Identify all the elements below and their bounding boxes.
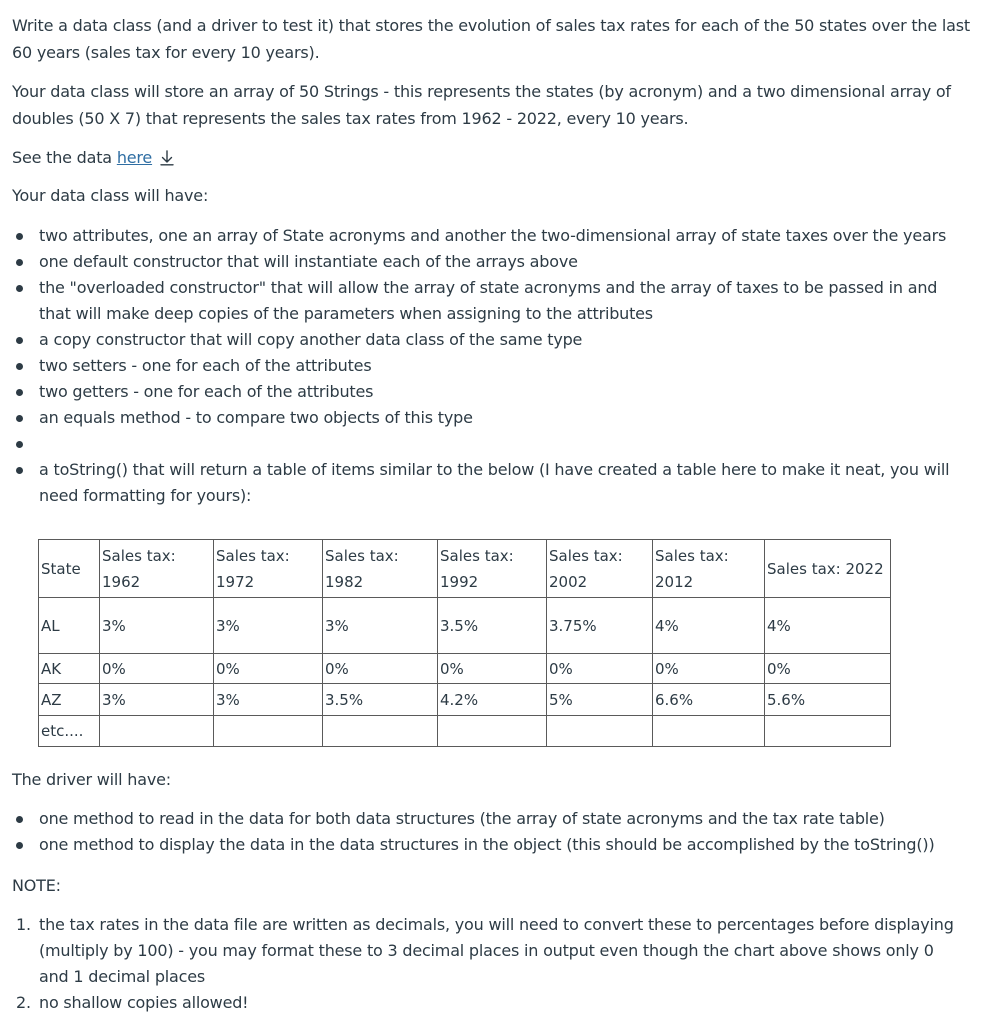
table-row xyxy=(39,654,891,684)
table-cell: 4% xyxy=(765,598,891,654)
table-row xyxy=(39,598,891,654)
table-header-cell: Sales tax: 1982 xyxy=(323,540,438,598)
table-cell: 0% xyxy=(323,654,438,684)
table-header-cell: Sales tax: 2002 xyxy=(547,540,653,598)
table-header-cell: State xyxy=(39,540,100,598)
table-cell: 3% xyxy=(100,598,214,654)
list-item-text: no shallow copies allowed! xyxy=(39,993,249,1012)
bullet-icon xyxy=(16,233,23,240)
table-cell xyxy=(653,716,765,747)
see-data-prefix: See the data xyxy=(12,148,117,167)
class-requirements-heading: Your data class will have: xyxy=(12,186,209,205)
bullet-icon xyxy=(16,363,23,370)
driver-requirements-list xyxy=(0,806,960,858)
list-item-text: two setters - one for each of the attributes xyxy=(39,356,372,375)
list-item xyxy=(0,379,960,405)
list-item xyxy=(0,457,960,509)
table-header-row xyxy=(39,540,891,598)
data-class-description: Your data class will store an array of 50 Strings - this represents the states (by acronym) and a two dimensional array of doubles (50 X 7) that represents the sales tax rates from 1962 - 2022, every 10 years. xyxy=(12,82,951,128)
table-cell xyxy=(323,716,438,747)
class-requirements-list xyxy=(0,223,960,509)
see-data-line xyxy=(12,144,972,171)
bullet-icon xyxy=(16,816,23,823)
intro-paragraph: Write a data class (and a driver to test it) that stores the evolution of sales tax rates for each of the 50 states over the last 60 years (sales tax for every 10 years). xyxy=(12,16,970,62)
table-cell: 3% xyxy=(323,598,438,654)
table-cell: 3% xyxy=(100,684,214,716)
table-cell xyxy=(547,716,653,747)
list-item-text: a copy constructor that will copy another data class of the same type xyxy=(39,330,583,349)
list-number: 2. xyxy=(16,993,31,1012)
list-item-text: two getters - one for each of the attributes xyxy=(39,382,374,401)
table-cell: 4.2% xyxy=(438,684,547,716)
table-row xyxy=(39,684,891,716)
table-cell: AK xyxy=(39,654,100,684)
list-number: 1. xyxy=(16,915,31,934)
table-header-cell: Sales tax: 2022 xyxy=(765,540,891,598)
bullet-icon xyxy=(16,389,23,396)
table-header-cell: Sales tax: 1962 xyxy=(100,540,214,598)
table-cell: 0% xyxy=(547,654,653,684)
table-cell: AZ xyxy=(39,684,100,716)
table-cell: 4% xyxy=(653,598,765,654)
list-item-text: one method to read in the data for both data structures (the array of state acronyms and the tax rate table) xyxy=(39,809,885,828)
table-cell: 3.75% xyxy=(547,598,653,654)
note-heading: NOTE: xyxy=(12,876,61,895)
table-header-cell: Sales tax: 2012 xyxy=(653,540,765,598)
table-cell: 3% xyxy=(214,684,323,716)
table-cell: 0% xyxy=(438,654,547,684)
list-item xyxy=(0,405,960,431)
table-cell: AL xyxy=(39,598,100,654)
bullet-icon xyxy=(16,259,23,266)
list-item-text: one default constructor that will instantiate each of the arrays above xyxy=(39,252,578,271)
sales-tax-table xyxy=(38,539,891,747)
table-cell xyxy=(214,716,323,747)
list-item xyxy=(0,990,960,1016)
list-item xyxy=(0,912,960,990)
table-row xyxy=(39,716,891,747)
table-cell: 3.5% xyxy=(323,684,438,716)
table-cell: etc.... xyxy=(39,716,100,747)
list-item xyxy=(0,353,960,379)
bullet-icon xyxy=(16,337,23,344)
list-item-text xyxy=(39,434,44,453)
list-item-text: a toString() that will return a table of items similar to the below (I have created a table here to make it neat, you will need formatting for yours): xyxy=(39,460,950,505)
download-icon[interactable] xyxy=(160,147,174,163)
list-item xyxy=(0,327,960,353)
list-item xyxy=(0,431,960,457)
list-item xyxy=(0,832,960,858)
bullet-icon xyxy=(16,441,23,448)
table-cell xyxy=(765,716,891,747)
list-item-text: an equals method - to compare two objects of this type xyxy=(39,408,473,427)
list-item-text: one method to display the data in the data structures in the object (this should be accomplished by the toString()) xyxy=(39,835,935,854)
table-cell: 3.5% xyxy=(438,598,547,654)
table-cell xyxy=(438,716,547,747)
table-header-cell: Sales tax: 1992 xyxy=(438,540,547,598)
list-item-text: two attributes, one an array of State acronyms and another the two-dimensional array of state taxes over the years xyxy=(39,226,947,245)
table-cell: 0% xyxy=(765,654,891,684)
list-item xyxy=(0,275,960,327)
table-cell: 3% xyxy=(214,598,323,654)
table-cell: 0% xyxy=(214,654,323,684)
table-cell: 5.6% xyxy=(765,684,891,716)
table-cell: 5% xyxy=(547,684,653,716)
table-cell: 0% xyxy=(653,654,765,684)
data-download-link[interactable]: here xyxy=(116,148,153,167)
table-cell: 6.6% xyxy=(653,684,765,716)
driver-heading: The driver will have: xyxy=(12,770,171,789)
list-item-text: the tax rates in the data file are written as decimals, you will need to convert these to percentages before displaying (multiply by 100) - you may format these to 3 decimal places in output even though the chart above shows only 0 and 1 decimal places xyxy=(39,915,954,986)
list-item xyxy=(0,249,960,275)
table-header-cell: Sales tax: 1972 xyxy=(214,540,323,598)
bullet-icon xyxy=(16,467,23,474)
list-item xyxy=(0,223,960,249)
list-item xyxy=(0,806,960,832)
note-list xyxy=(0,912,960,1016)
bullet-icon xyxy=(16,415,23,422)
bullet-icon xyxy=(16,285,23,292)
list-item-text: the "overloaded constructor" that will allow the array of state acronyms and the array of taxes to be passed in and that will make deep copies of the parameters when assigning to the attributes xyxy=(39,278,938,323)
bullet-icon xyxy=(16,842,23,849)
table-cell: 0% xyxy=(100,654,214,684)
table-cell xyxy=(100,716,214,747)
